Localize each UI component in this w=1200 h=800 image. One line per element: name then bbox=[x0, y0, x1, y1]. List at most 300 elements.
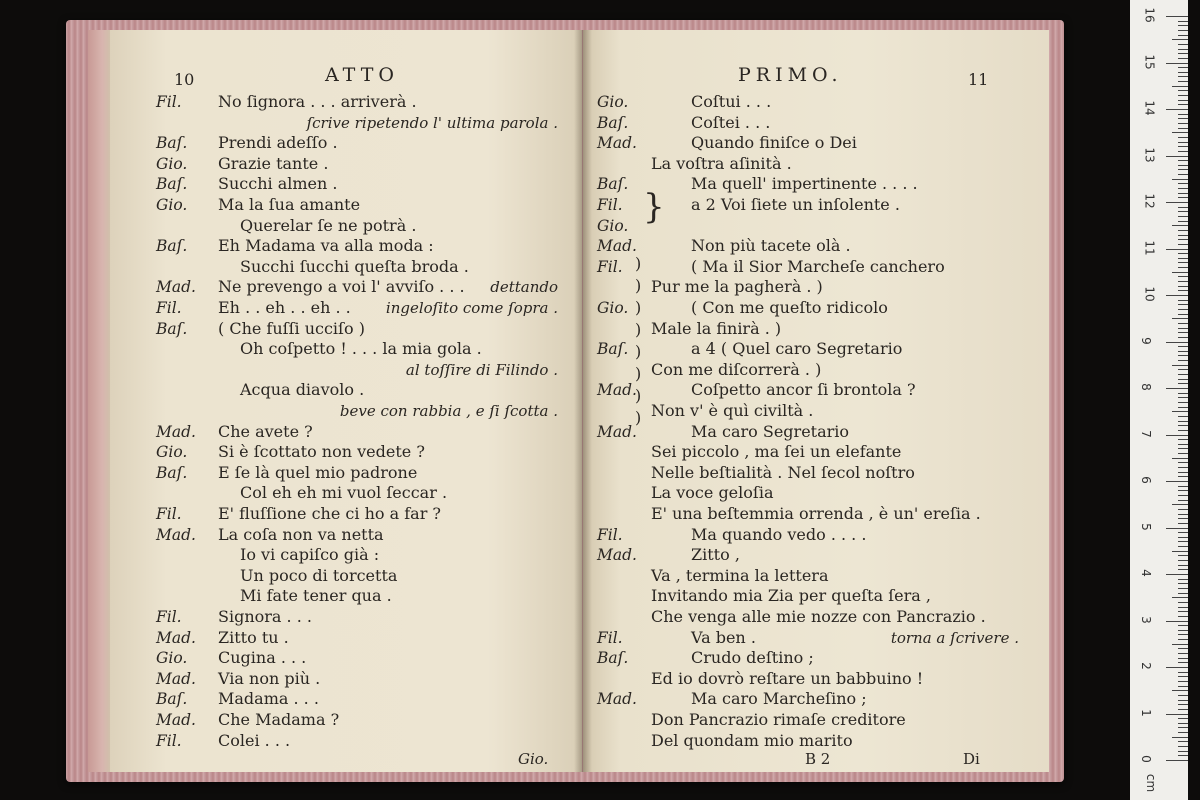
ruler-tick bbox=[1178, 746, 1188, 747]
ruler-tick bbox=[1178, 658, 1188, 659]
verse-text: Che venga alle mie nozze con Pancrazio . bbox=[651, 607, 986, 626]
ruler-tick bbox=[1172, 690, 1188, 691]
speaker-label: Mad. bbox=[156, 278, 196, 297]
ruler-tick bbox=[1178, 579, 1188, 580]
ruler-tick bbox=[1178, 188, 1188, 189]
ruler-tick bbox=[1166, 156, 1188, 157]
ruler-tick bbox=[1178, 30, 1188, 31]
speaker-label: Baſ. bbox=[597, 340, 629, 359]
ruler-tick bbox=[1178, 648, 1188, 649]
ruler-tick bbox=[1178, 244, 1188, 245]
ruler-tick bbox=[1166, 574, 1188, 575]
ruler-tick bbox=[1178, 662, 1188, 663]
stage-direction: dettando bbox=[490, 278, 558, 297]
speaker-label: Gio. bbox=[156, 443, 188, 462]
ruler-label: 12 bbox=[1142, 193, 1157, 209]
left-page-number: 10 bbox=[174, 70, 195, 89]
ruler-tick bbox=[1178, 732, 1188, 733]
left-line bbox=[156, 607, 566, 627]
ruler-tick bbox=[1178, 490, 1188, 491]
verse-text: Coſtui . . . bbox=[691, 92, 772, 111]
ruler-tick bbox=[1178, 393, 1188, 394]
left-line bbox=[156, 380, 566, 400]
right-page bbox=[583, 30, 1049, 772]
ruler-label: 10 bbox=[1142, 286, 1157, 302]
ruler-tick bbox=[1178, 407, 1188, 408]
verse-text: ( Che fuſſi ucciſo ) bbox=[218, 318, 365, 338]
speaker-label: Mad. bbox=[156, 422, 196, 441]
speaker-label: Mad. bbox=[597, 422, 637, 441]
verse-text: Male la finirà . ) bbox=[651, 318, 782, 338]
ruler-tick bbox=[1178, 402, 1188, 403]
right-line bbox=[597, 504, 1027, 524]
ruler-tick bbox=[1166, 667, 1188, 668]
right-line bbox=[597, 422, 1027, 442]
verse-text: Si è ſcottato non vedete ? bbox=[218, 442, 425, 462]
ruler-tick bbox=[1178, 337, 1188, 338]
speaker-label: Fil. bbox=[597, 257, 623, 276]
ruler-tick bbox=[1178, 695, 1188, 696]
speaker-label: Baſ. bbox=[156, 463, 188, 482]
speaker-label: Baſ. bbox=[156, 134, 188, 153]
ruler-label: 14 bbox=[1142, 100, 1157, 116]
ruler-tick bbox=[1178, 137, 1188, 138]
verse-text: Del quondam mio marito bbox=[651, 730, 853, 750]
speaker-label: Gio. bbox=[597, 93, 629, 111]
ruler-tick bbox=[1178, 425, 1188, 426]
ruler-label: 8 bbox=[1138, 383, 1153, 391]
right-line bbox=[597, 113, 1027, 133]
left-line bbox=[156, 504, 566, 524]
ruler-label: 2 bbox=[1138, 662, 1153, 670]
verse-text: a 2 Voi ſiete un inſolente . bbox=[691, 195, 900, 214]
ruler-tick bbox=[1178, 346, 1188, 347]
ruler-tick bbox=[1178, 444, 1188, 445]
right-line bbox=[597, 483, 1027, 503]
verse-text: La voce geloſia bbox=[651, 483, 774, 503]
ruler-tick bbox=[1178, 421, 1188, 422]
ruler-tick bbox=[1166, 109, 1188, 110]
ruler-tick bbox=[1178, 100, 1188, 101]
speaker-label: Baſ. bbox=[597, 175, 629, 194]
ruler-tick bbox=[1178, 300, 1188, 301]
verse-text: Ma quell' impertinente . . . . bbox=[691, 174, 918, 194]
left-line bbox=[156, 525, 566, 545]
speaker-label: Fil. bbox=[156, 93, 182, 111]
verse-text: Acqua diavolo . bbox=[240, 380, 365, 400]
ruler-tick bbox=[1178, 741, 1188, 742]
ruler-tick bbox=[1178, 686, 1188, 687]
ruler-tick bbox=[1178, 509, 1188, 510]
verse-text: Con me diſcorrerà . ) bbox=[651, 359, 822, 379]
ruler-tick bbox=[1178, 672, 1188, 673]
ruler-tick bbox=[1178, 639, 1188, 640]
right-line bbox=[597, 689, 1027, 709]
ruler-label: 11 bbox=[1142, 239, 1157, 256]
a4-bar-6: ) bbox=[635, 364, 642, 383]
ruler-tick bbox=[1166, 249, 1188, 250]
ruler-label: 0 bbox=[1138, 755, 1153, 763]
ruler-tick bbox=[1178, 416, 1188, 417]
ruler-tick bbox=[1178, 583, 1188, 584]
verse-text: Eh Madama va alla moda : bbox=[218, 236, 434, 256]
ruler-tick bbox=[1178, 90, 1188, 91]
left-line bbox=[156, 133, 566, 153]
left-line bbox=[156, 195, 566, 215]
right-running-head: PRIMO. bbox=[738, 64, 843, 86]
speaker-label: Fil. bbox=[156, 608, 182, 626]
right-line bbox=[597, 380, 1027, 400]
ruler-tick bbox=[1178, 653, 1188, 654]
right-line bbox=[597, 607, 1027, 627]
ruler-tick bbox=[1178, 379, 1188, 380]
ruler-tick bbox=[1178, 128, 1188, 129]
speaker-label: Baſ. bbox=[156, 319, 188, 338]
ruler-tick bbox=[1178, 634, 1188, 635]
ruler-tick bbox=[1178, 160, 1188, 161]
ruler-tick bbox=[1172, 644, 1188, 645]
verse-text: Coſtei . . . bbox=[691, 112, 771, 132]
verse-text: Cugina . . . bbox=[218, 648, 307, 668]
verse-text: Prendi adeſſo . bbox=[218, 133, 338, 153]
ruler-tick bbox=[1178, 169, 1188, 170]
ruler-tick bbox=[1178, 216, 1188, 217]
verse-text: La coſa non va netta bbox=[218, 524, 384, 544]
speaker-label: Baſ. bbox=[597, 113, 629, 132]
ruler-tick bbox=[1178, 611, 1188, 612]
verse-text: E' fluſſione che ci ho a far ? bbox=[218, 504, 441, 523]
ruler-tick bbox=[1178, 476, 1188, 477]
ruler-label: 7 bbox=[1138, 429, 1153, 438]
speaker-label: Gio. bbox=[597, 299, 629, 317]
ruler-tick bbox=[1178, 546, 1188, 547]
verse-text: Col eh eh mi vuol ſeccar . bbox=[240, 483, 448, 503]
ruler-label: 5 bbox=[1138, 522, 1153, 531]
speaker-label: Mad. bbox=[597, 381, 637, 400]
ruler-tick bbox=[1178, 21, 1188, 22]
ruler-tick bbox=[1178, 146, 1188, 147]
right-line bbox=[597, 360, 1027, 380]
left-line bbox=[156, 401, 566, 421]
ruler-tick bbox=[1178, 235, 1188, 236]
ruler-tick bbox=[1178, 72, 1188, 73]
ruler-tick bbox=[1178, 281, 1188, 282]
speaker-label: Baſ. bbox=[156, 690, 188, 709]
left-line bbox=[156, 422, 566, 442]
verse-text: Va , termina la lettera bbox=[651, 565, 829, 585]
ruler-tick bbox=[1178, 193, 1188, 194]
ruler-tick bbox=[1166, 388, 1188, 389]
ruler-tick bbox=[1178, 323, 1188, 324]
right-line bbox=[597, 236, 1027, 256]
ruler-tick bbox=[1166, 760, 1188, 761]
ruler-tick bbox=[1178, 44, 1188, 45]
ruler-tick bbox=[1166, 528, 1188, 529]
ruler-tick bbox=[1178, 537, 1188, 538]
stage-direction: ſcrive ripetendo l' ultima parola . bbox=[306, 113, 558, 132]
a2-brace: } bbox=[643, 187, 665, 227]
ruler-tick bbox=[1166, 202, 1188, 203]
ruler-tick bbox=[1172, 551, 1188, 552]
verse-text: Colei . . . bbox=[218, 730, 291, 750]
speaker-label: Baſ. bbox=[597, 649, 629, 668]
ruler-tick bbox=[1178, 276, 1188, 277]
verse-text: Quando finiſce o Dei bbox=[691, 133, 857, 153]
ruler-tick bbox=[1178, 25, 1188, 26]
left-line bbox=[156, 277, 566, 297]
ruler-tick bbox=[1178, 118, 1188, 119]
ruler-tick bbox=[1178, 709, 1188, 710]
left-line bbox=[156, 154, 566, 174]
ruler-tick bbox=[1178, 114, 1188, 115]
ruler-tick bbox=[1178, 439, 1188, 440]
ruler-tick bbox=[1178, 211, 1188, 212]
ruler-tick bbox=[1178, 676, 1188, 677]
ruler-tick bbox=[1178, 221, 1188, 222]
left-catchword: Gio. bbox=[518, 750, 549, 768]
right-page-number: 11 bbox=[968, 70, 989, 89]
verse-text: Mi fate tener qua . bbox=[240, 586, 392, 606]
left-line bbox=[156, 257, 566, 277]
verse-text: Succhi almen . bbox=[218, 174, 338, 194]
left-line bbox=[156, 628, 566, 648]
ruler-tick bbox=[1172, 597, 1188, 598]
left-line bbox=[156, 710, 566, 730]
speaker-label: Fil. bbox=[156, 299, 182, 317]
ruler-tick bbox=[1178, 35, 1188, 36]
verse-text: Signora . . . bbox=[218, 607, 312, 626]
a4-bar-3: ) bbox=[635, 298, 642, 317]
left-line bbox=[156, 669, 566, 689]
right-line bbox=[597, 731, 1027, 751]
verse-text: Ma quando vedo . . . . bbox=[691, 524, 867, 544]
right-line bbox=[597, 545, 1027, 565]
ruler-tick bbox=[1178, 607, 1188, 608]
ruler-tick bbox=[1178, 328, 1188, 329]
ruler-tick bbox=[1166, 16, 1188, 17]
right-line bbox=[597, 257, 1027, 277]
left-page bbox=[110, 30, 582, 772]
ruler-tick bbox=[1172, 504, 1188, 505]
ruler-tick bbox=[1172, 737, 1188, 738]
left-line bbox=[156, 298, 566, 318]
speaker-label: Gio. bbox=[156, 196, 188, 214]
speaker-label: Mad. bbox=[156, 525, 196, 544]
verse-text: E' una beſtemmia orrenda , è un' ereſia . bbox=[651, 504, 981, 523]
verse-text: ( Ma il Sior Marcheſe canchero bbox=[691, 256, 945, 276]
ruler-tick bbox=[1178, 267, 1188, 268]
ruler-tick bbox=[1178, 76, 1188, 77]
speaker-label: Fil. bbox=[156, 731, 182, 750]
ruler-tick bbox=[1166, 481, 1188, 482]
left-line bbox=[156, 92, 566, 112]
ruler-tick bbox=[1178, 593, 1188, 594]
ruler-tick bbox=[1178, 230, 1188, 231]
ruler-tick bbox=[1178, 374, 1188, 375]
speaker-label: Mad. bbox=[156, 669, 196, 688]
verse-text: Invitando mia Zia per queſta ſera , bbox=[651, 586, 931, 606]
ruler-tick bbox=[1178, 258, 1188, 259]
ruler-tick bbox=[1178, 495, 1188, 496]
verse-text: Oh coſpetto ! . . . la mia gola . bbox=[240, 339, 482, 359]
ruler-label: 1 bbox=[1138, 708, 1153, 717]
verse-text: Che avete ? bbox=[218, 421, 313, 441]
verse-text: Che Madama ? bbox=[218, 710, 340, 729]
verse-text: E ſe là quel mio padrone bbox=[218, 462, 418, 482]
ruler-tick bbox=[1166, 621, 1188, 622]
ruler-tick bbox=[1178, 207, 1188, 208]
ruler-tick bbox=[1178, 514, 1188, 515]
speaker-label: Fil. bbox=[156, 505, 182, 523]
verse-text: Ma la ſua amante bbox=[218, 195, 361, 214]
ruler-tick bbox=[1178, 541, 1188, 542]
verse-text: Ma caro Segretario bbox=[691, 421, 850, 441]
ruler-tick bbox=[1178, 286, 1188, 287]
left-line bbox=[156, 463, 566, 483]
ruler-tick bbox=[1178, 727, 1188, 728]
speaker-label: Baſ. bbox=[156, 237, 188, 256]
ruler-tick bbox=[1178, 142, 1188, 143]
ruler-tick bbox=[1178, 360, 1188, 361]
verse-text: No ſignora . . . arriverà . bbox=[218, 92, 417, 111]
ruler-tick bbox=[1172, 365, 1188, 366]
ruler-tick bbox=[1172, 458, 1188, 459]
a4-bar-1: ) bbox=[635, 254, 642, 273]
verse-text: Madama . . . bbox=[218, 689, 319, 709]
ruler-unit: cm bbox=[1144, 773, 1159, 793]
verse-text: Ma caro Marcheſino ; bbox=[691, 689, 867, 709]
ruler-tick bbox=[1178, 518, 1188, 519]
ruler-label: 15 bbox=[1142, 53, 1157, 70]
verse-text: Don Pancrazio rimaſe creditore bbox=[651, 710, 906, 729]
left-line bbox=[156, 689, 566, 709]
ruler-tick bbox=[1178, 555, 1188, 556]
verse-text: Querelar ſe ne potrà . bbox=[240, 215, 417, 235]
ruler-tick bbox=[1178, 165, 1188, 166]
ruler-tick bbox=[1178, 383, 1188, 384]
left-line bbox=[156, 483, 566, 503]
verse-text: Coſpetto ancor ſi brontola ? bbox=[691, 380, 916, 400]
book-edge bbox=[88, 30, 112, 772]
ruler-tick bbox=[1178, 53, 1188, 54]
speaker-label: Baſ. bbox=[156, 175, 188, 194]
ruler-tick bbox=[1178, 123, 1188, 124]
ruler-label: 13 bbox=[1142, 146, 1157, 163]
ruler-tick bbox=[1166, 342, 1188, 343]
ruler-tick bbox=[1178, 253, 1188, 254]
ruler-tick bbox=[1178, 472, 1188, 473]
ruler-tick bbox=[1178, 197, 1188, 198]
speaker-label: Fil. bbox=[597, 628, 623, 647]
left-line bbox=[156, 174, 566, 194]
verse-text: Io vi capiſco già : bbox=[240, 545, 380, 565]
right-line bbox=[597, 154, 1027, 174]
verse-text: Non v' è quì civiltà . bbox=[651, 401, 814, 420]
ruler-tick bbox=[1178, 397, 1188, 398]
ruler-tick bbox=[1178, 67, 1188, 68]
ruler-tick bbox=[1178, 239, 1188, 240]
ruler-tick bbox=[1178, 309, 1188, 310]
stage-direction: beve con rabbia , e ſi ſcotta . bbox=[339, 402, 558, 420]
ruler-tick bbox=[1178, 95, 1188, 96]
right-line bbox=[597, 566, 1027, 586]
verse-text: Crudo deſtino ; bbox=[691, 648, 814, 668]
left-line bbox=[156, 216, 566, 236]
ruler-label: 3 bbox=[1138, 615, 1153, 624]
ruler-tick bbox=[1178, 751, 1188, 752]
verse-text: Zitto tu . bbox=[218, 627, 289, 647]
ruler-tick bbox=[1178, 304, 1188, 305]
ruler-tick bbox=[1178, 351, 1188, 352]
ruler-tick bbox=[1178, 81, 1188, 82]
ruler-tick bbox=[1178, 151, 1188, 152]
ruler-tick bbox=[1178, 532, 1188, 533]
left-line bbox=[156, 731, 566, 751]
verse-text: Ed io dovrò reſtare un babbuino ! bbox=[651, 668, 924, 688]
verse-text: Nelle beſtialità . Nel ſecol noſtro bbox=[651, 462, 915, 482]
right-line bbox=[597, 586, 1027, 606]
ruler-tick bbox=[1178, 174, 1188, 175]
verse-text: Sei piccolo , ma ſei un elefante bbox=[651, 442, 902, 462]
right-line bbox=[597, 133, 1027, 153]
ruler-tick bbox=[1178, 681, 1188, 682]
ruler-tick bbox=[1178, 453, 1188, 454]
right-line bbox=[597, 442, 1027, 462]
ruler-tick bbox=[1166, 714, 1188, 715]
ruler-label: 16 bbox=[1142, 7, 1157, 23]
speaker-label: Mad. bbox=[597, 134, 637, 153]
verse-text: a 4 ( Quel caro Segretario bbox=[691, 339, 903, 359]
right-line bbox=[597, 669, 1027, 689]
ruler-tick bbox=[1172, 86, 1188, 87]
ruler-tick bbox=[1178, 49, 1188, 50]
speaker-label: Fil. bbox=[597, 196, 623, 214]
right-catchword: Di bbox=[963, 750, 980, 768]
speaker-label: Mad. bbox=[597, 546, 637, 565]
right-line bbox=[597, 339, 1027, 359]
ruler-tick bbox=[1178, 630, 1188, 631]
ruler-tick bbox=[1178, 369, 1188, 370]
ruler-tick bbox=[1178, 314, 1188, 315]
a4-bar-5: ) bbox=[635, 342, 642, 361]
ruler-label: 9 bbox=[1138, 336, 1153, 345]
stage-direction: al toſſire di Filindo . bbox=[405, 360, 558, 379]
left-running-head: ATTO bbox=[325, 64, 399, 86]
right-line bbox=[597, 319, 1027, 339]
verse-text: Pur me la pagherà . ) bbox=[651, 277, 823, 297]
speaker-label: Mad. bbox=[156, 711, 196, 729]
right-line bbox=[597, 710, 1027, 730]
ruler-tick bbox=[1178, 560, 1188, 561]
ruler-tick bbox=[1178, 183, 1188, 184]
ruler-tick bbox=[1178, 104, 1188, 105]
ruler-tick bbox=[1172, 318, 1188, 319]
speaker-label: Mad. bbox=[597, 237, 637, 256]
right-line bbox=[597, 298, 1027, 318]
speaker-label: Fil. bbox=[597, 525, 623, 544]
verse-text: Succhi ſucchi queſta broda . bbox=[240, 256, 469, 276]
ruler-tick bbox=[1178, 523, 1188, 524]
right-signature: B 2 bbox=[805, 750, 831, 768]
ruler-tick bbox=[1178, 718, 1188, 719]
left-line bbox=[156, 236, 566, 256]
ruler-tick bbox=[1178, 588, 1188, 589]
a4-bar-2: ) bbox=[635, 276, 642, 295]
speaker-label: Mad. bbox=[156, 628, 196, 647]
a4-bar-4: ) bbox=[635, 320, 642, 339]
right-line bbox=[597, 401, 1027, 421]
verse-text: Zitto , bbox=[691, 545, 740, 565]
